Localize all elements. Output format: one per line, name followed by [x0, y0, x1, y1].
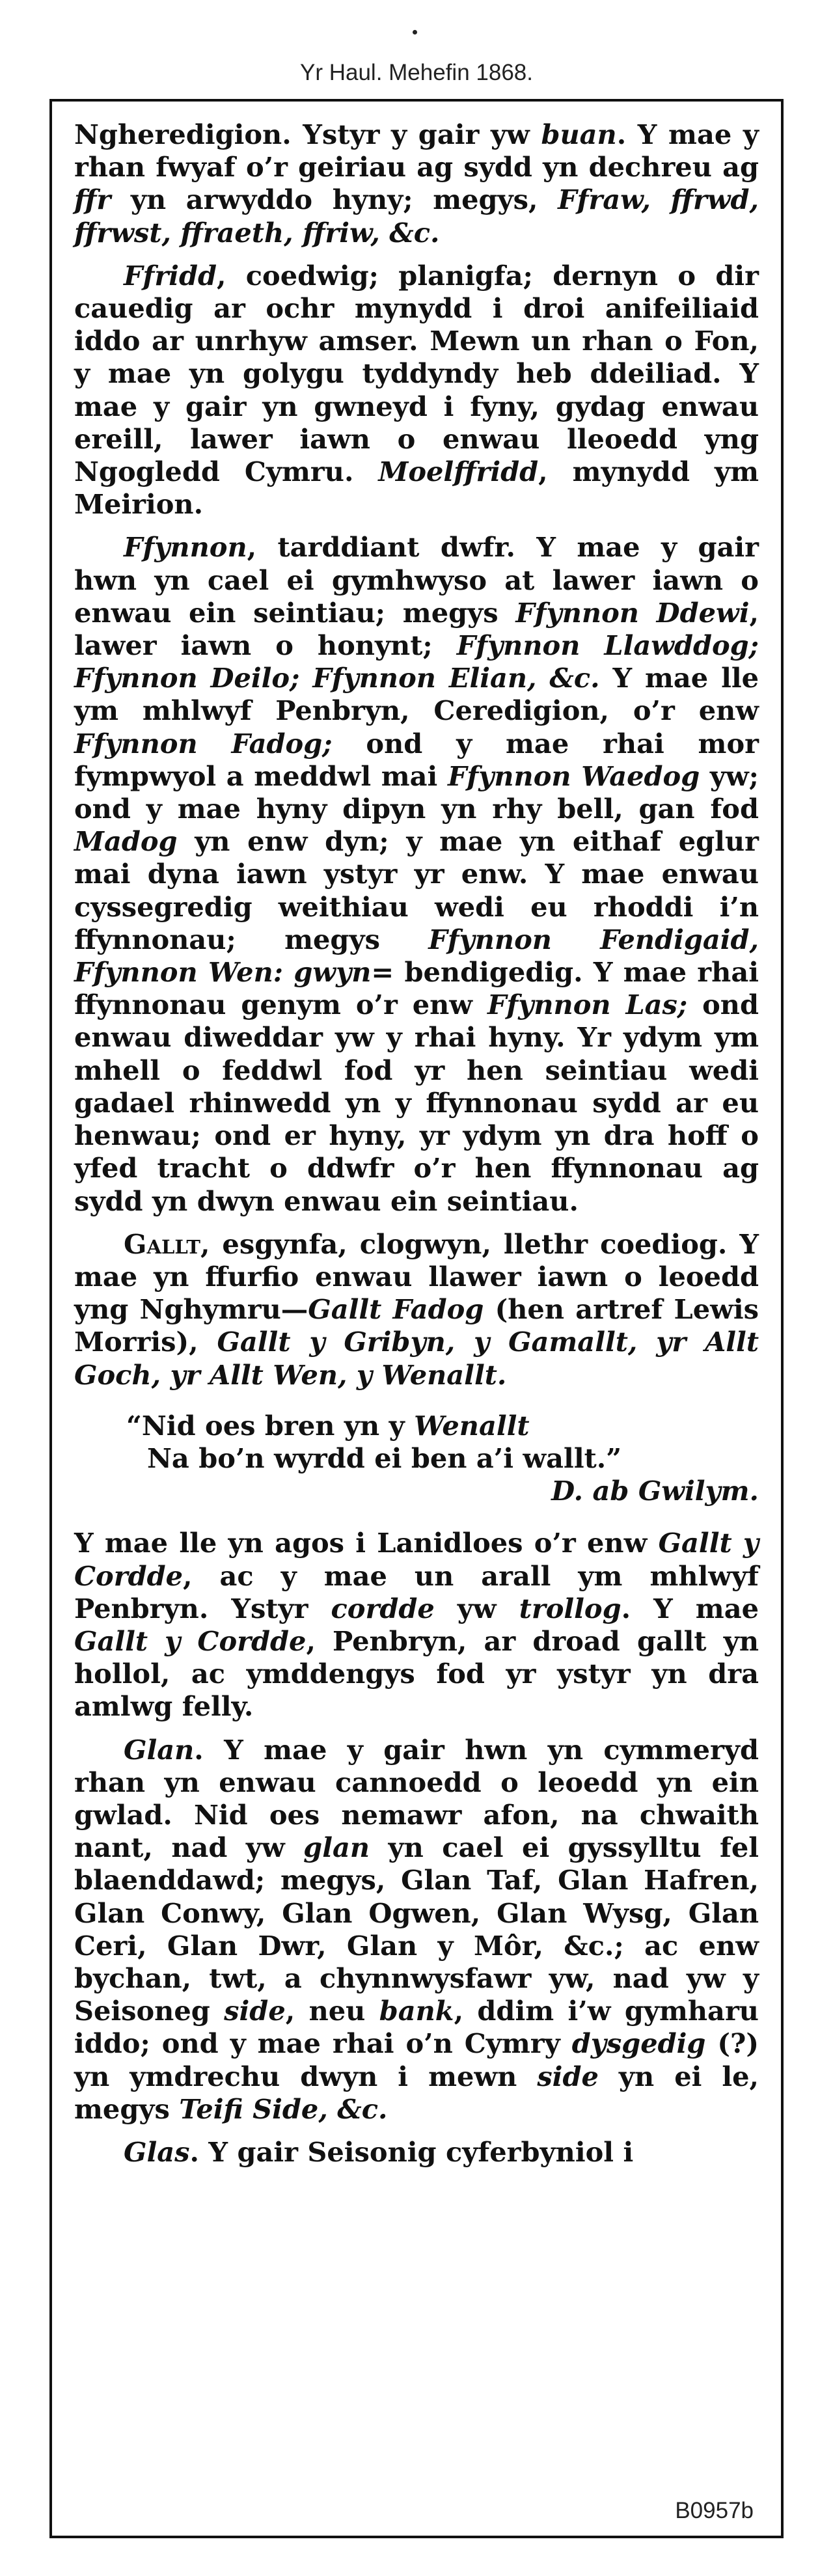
- paragraph-gallt-y-cordde: [74, 1527, 759, 1723]
- italic-term: trollog: [519, 1592, 621, 1624]
- text-run: yn cael ei gyssylltu fel blaenddawd; megys, Glan Taf, Glan Hafren, Glan Conwy, Glan Ogwen, Glan Wysg, Glan Ceri, Glan Dwr, Glan y Môr, &c.; ac enw bychan, twt, a chynnwysfawr yw, nad yw y Seisoneg: [74, 1831, 759, 2027]
- text-run: Y mae lle ym mhlwyf Penbryn, Ceredigion, o’r enw: [74, 662, 759, 727]
- paragraph-ngheredigion: [74, 118, 759, 249]
- italic-term: Wenallt: [414, 1409, 530, 1442]
- paragraph-glan: [74, 1734, 759, 2126]
- italic-term: Ffraw, ffrwd, ffrwst, ffraeth, ffriw, &c.: [74, 184, 759, 249]
- italic-term: Gallt y Cordde: [74, 1624, 307, 1657]
- italic-term: buan: [541, 118, 617, 150]
- italic-term: bank: [379, 1995, 454, 2027]
- italic-term: Ffynnon Fendigaid, Ffynnon Wen: gwyn: [74, 923, 759, 989]
- text-run: , esgynfa, clogwyn, llethr coediog. Y mae yn ffurfio enwau llawer iawn o leoedd yng Nghymru—: [74, 1227, 759, 1326]
- text-run: Y mae lle yn agos i Lanidloes o’r enw: [74, 1527, 659, 1559]
- italic-term: Ffynnon Fadog;: [74, 727, 333, 760]
- paragraph-ffridd: [74, 260, 759, 521]
- italic-term: side: [537, 2060, 599, 2092]
- text-run: (?) yn ymdrechu dwyn i mewn: [74, 2027, 759, 2092]
- text-run: (hen artref Lewis Morris),: [74, 1293, 759, 1358]
- headword: Glan: [124, 1733, 195, 1766]
- text-run: yn arwyddo hyny; megys,: [111, 184, 558, 216]
- headword: Ffridd: [124, 259, 217, 292]
- text-run: , lawer iawn o honynt;: [74, 596, 759, 662]
- italic-term: Ffynnon Las;: [487, 989, 688, 1021]
- text-run: = bendigedig. Y mae rhai ffynnonau genym o’r enw: [74, 956, 759, 1021]
- text-run: “Nid oes bren yn y: [126, 1409, 415, 1442]
- italic-term: ffr: [74, 184, 111, 216]
- text-run: . Y mae: [621, 1592, 759, 1624]
- text-run: , ddim i’w gymharu iddo; ond y mae rhai o’n Cymry: [74, 1995, 759, 2060]
- page-header: Yr Haul. Mehefin 1868.: [300, 60, 533, 85]
- text-run: , ac y mae un arall ym mhlwyf Penbryn. Ystyr: [74, 1559, 759, 1624]
- italic-term: Ffynnon Llawddog; Ffynnon Deilo; Ffynnon Elian, &c.: [74, 629, 759, 694]
- italic-term: Ffynnon Waedog: [447, 760, 700, 792]
- verse-quotation: [74, 1410, 759, 1508]
- text-run: yn enw dyn; y mae yn eithaf eglur mai dyna iawn ystyr yr enw. Y mae enwau cyssegredig weithiau wedi eu rhoddi i’n ffynnonau; megys: [74, 825, 759, 955]
- text-run: Ngheredigion. Ystyr y gair yw: [74, 118, 541, 150]
- italic-term: Gallt y Cordde: [74, 1527, 759, 1592]
- italic-term: Moelffridd: [378, 456, 539, 488]
- verse-attribution: D. ab Gwilym.: [551, 1475, 759, 1507]
- text-run: ond enwau diweddar yw y rhai hyny. Yr ydym ym mhell o feddwl fod yr hen seintiau wedi gadael rhinwedd yn y ffynnonau sydd ar eu henwau; ond er hyny, yr ydym yn dra hoff o yfed tracht o ddwfr o’r hen ffynnonau ag sydd yn dwyn enwau ein seintiau.: [74, 989, 759, 1217]
- italic-term: cordde: [331, 1592, 435, 1624]
- italic-term: dysgedig: [571, 2027, 706, 2060]
- text-run: , tarddiant dwfr. Y mae y gair hwn yn cael ei gymhwyso at lawer iawn o enwau ein seintiau; megys: [74, 531, 759, 629]
- verse-line-2: Na bo’n wyrdd ei ben a’i wallt.”: [147, 1442, 622, 1474]
- paragraph-gallt: [74, 1228, 759, 1391]
- italic-term: Teifi Side, &c.: [179, 2092, 388, 2125]
- article-column: [74, 118, 759, 2179]
- text-run: , coedwig; planigfa; dernyn o dir cauedig ar ochr mynydd i droi anifeiliaid iddo ar unrhyw amser. Mewn un rhan o Fon, y mae yn golygu tyddyndy heb ddeiliad. Y mae y gair yn gwneyd i fyny, gydag enwau ereill, lawer iawn o enwau lleoedd yng Ngogledd Cymru.: [74, 259, 759, 488]
- italic-term: glan: [303, 1831, 370, 1864]
- text-run: yw; ond y mae hyny dipyn yn rhy bell, gan fod: [74, 760, 759, 825]
- headword: Ffynnon: [124, 531, 247, 564]
- text-run: yn ei le, megys: [74, 2060, 759, 2125]
- text-run: , neu: [285, 1995, 379, 2027]
- headword: Glas: [124, 2135, 190, 2168]
- text-run: , Penbryn, ar droad gallt yn hollol, ac ymddengys fod yr ystyr yn dra amlwg felly.: [74, 1624, 759, 1723]
- text-run: yw: [434, 1592, 519, 1624]
- text-run: , mynydd ym Meirion.: [74, 456, 759, 521]
- paragraph-ffynnon: [74, 531, 759, 1217]
- headword: Gallt: [124, 1227, 200, 1260]
- text-run: . Y gair Seisonig cyferbyniol i: [189, 2135, 634, 2168]
- italic-term: Ffynnon Ddewi: [515, 596, 750, 629]
- italic-term: Gallt Fadog: [308, 1293, 484, 1326]
- italic-term: Madog: [74, 825, 178, 858]
- text-run: ond y mae rhai mor fympwyol a meddwl mai: [74, 727, 759, 792]
- archive-reference: B0957b: [675, 2498, 754, 2523]
- verse-line-1: [74, 1410, 759, 1442]
- text-run: . Y mae y gair hwn yn cymmeryd rhan yn enwau cannoedd o leoedd yn ein gwlad. Nid oes nemawr afon, na chwaith nant, nad yw: [74, 1733, 759, 1864]
- text-run: . Y mae y rhan fwyaf o’r geiriau ag sydd yn dechreu ag: [74, 118, 759, 184]
- header-dot: [413, 30, 417, 34]
- italic-term: Gallt y Gribyn, y Gamallt, yr Allt Goch, yr Allt Wen, y Wenallt.: [74, 1326, 759, 1391]
- paragraph-glas: [74, 2136, 759, 2169]
- italic-term: side: [224, 1995, 286, 2027]
